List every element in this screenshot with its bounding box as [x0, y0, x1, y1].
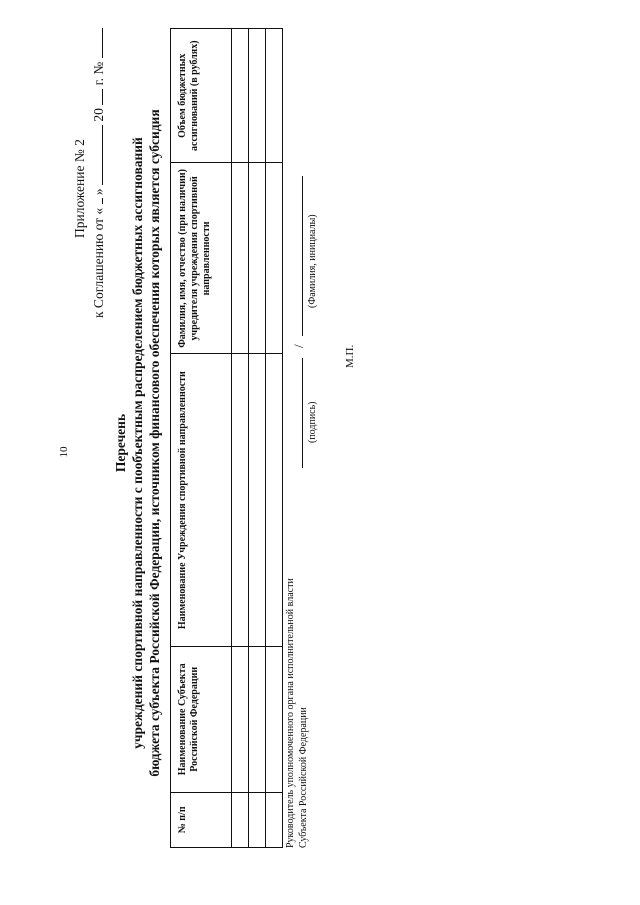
table-row: [249, 29, 266, 848]
document-heading: [112, 8, 163, 878]
signature-line: [302, 358, 303, 468]
table-cell: [249, 646, 266, 792]
table-cell: [232, 163, 249, 354]
heading-line-3: бюджета субъекта Российской Федерации, источником финансового обеспечения которых является субсидия: [147, 109, 162, 777]
table-cell: [249, 792, 266, 847]
number-blank: [90, 28, 103, 58]
agreement-prefix: к Соглашению от «: [91, 207, 106, 318]
agreement-reference: [89, 28, 108, 318]
header-number: № п/п: [171, 792, 232, 847]
day-blank: [90, 198, 103, 204]
header-institution: Наименование Учреждения спортивной направленности: [171, 354, 232, 647]
year-blank: [90, 89, 103, 105]
header-founder: Фамилия, имя, отчество (при наличии) учредителя учреждения спортивной направленности: [171, 163, 232, 354]
appendix-header: [70, 28, 108, 318]
heading-line-2: учреждений спортивной направленности с пообъектным распределением бюджетных ассигнований: [130, 137, 145, 749]
table-cell: [266, 29, 283, 163]
header-subject: Наименование Субъекта Российской Федерации: [171, 646, 232, 792]
table-cell: [232, 646, 249, 792]
table-cell: [266, 646, 283, 792]
appendix-title: Приложение № 2: [72, 139, 87, 238]
table-header-row: [171, 29, 232, 848]
table-cell: [249, 354, 266, 647]
table-cell: [249, 163, 266, 354]
year-suffix: г. №: [91, 61, 106, 86]
landscape-page: [12, 8, 372, 878]
role-line-2: Субъекта Российской Федерации: [298, 707, 309, 848]
name-line: [302, 176, 303, 336]
month-blank: [90, 125, 103, 185]
table-row: [266, 29, 283, 848]
table-cell: [266, 792, 283, 847]
table-cell: [232, 792, 249, 847]
quote-close: »: [91, 188, 106, 196]
page-number: 10: [58, 446, 70, 458]
signature-caption: (подпись): [307, 401, 318, 443]
table-cell: [266, 163, 283, 354]
header-budget: Объем бюджетных ассигнований (в рублях): [171, 29, 232, 163]
table-cell: [232, 354, 249, 647]
stamp-place: М.П.: [344, 344, 356, 368]
signatory-role: [284, 578, 310, 848]
table-cell: [266, 354, 283, 647]
table-row: [232, 29, 249, 848]
subsidy-table: [170, 28, 283, 848]
table-cell: [232, 29, 249, 163]
name-caption: (Фамилия, инициалы): [307, 214, 318, 308]
signature-slash: /: [291, 344, 306, 348]
role-line-1: Руководитель уполномоченного органа исполнительной власти: [285, 578, 296, 848]
table-cell: [249, 29, 266, 163]
heading-line-1: Перечень: [113, 413, 128, 473]
year-prefix: 20: [91, 108, 106, 122]
